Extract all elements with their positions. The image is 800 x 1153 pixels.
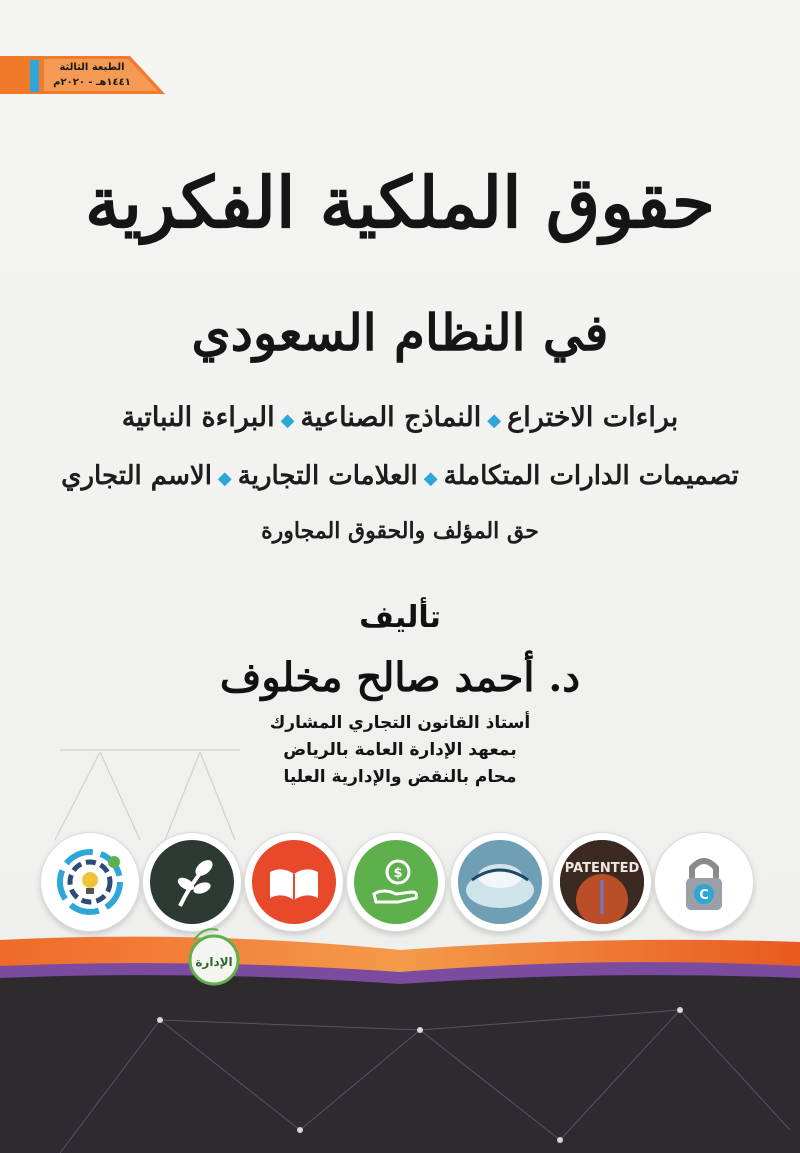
topic-circuit-designs: تصميمات الدارات المتكاملة	[443, 461, 739, 491]
topics-line-2	[0, 456, 800, 499]
patented-stamp-icon	[560, 840, 644, 924]
svg-text:$: $	[393, 866, 403, 881]
book-subtitle: في النظام السعودي	[191, 303, 609, 362]
innovation-gears-icon	[48, 840, 132, 924]
money-hand-icon	[354, 840, 438, 924]
icon-row	[0, 820, 800, 940]
topics-line-1	[0, 398, 800, 441]
edition-label: الطبعة الثالثة	[59, 62, 125, 73]
edition-text	[46, 60, 138, 90]
credential-line-3: محام بالنقض والإدارية العليا	[283, 767, 517, 787]
bullet-icon: ◆	[280, 410, 295, 431]
brain-technology-icon	[458, 840, 542, 924]
credential-line-1: أستاذ القانون التجاري المشارك	[269, 713, 531, 733]
edition-date: ١٤٤١هـ - ٢٠٢٠م	[53, 77, 131, 88]
copyright-padlock-icon	[662, 840, 746, 924]
open-book-icon	[252, 840, 336, 924]
publisher-logo-text: الإدارة	[195, 955, 233, 969]
topic-trademarks: العلامات التجارية	[237, 461, 418, 491]
svg-text:C: C	[699, 888, 709, 903]
edition-ribbon	[0, 56, 165, 96]
author-name: د. أحمد صالح مخلوف	[219, 654, 581, 701]
credential-line-2: بمعهد الإدارة العامة بالرياض	[283, 740, 517, 760]
bullet-icon: ◆	[217, 468, 232, 489]
plant-leaf-icon	[150, 840, 234, 924]
topic-trade-name: الاسم التجاري	[61, 461, 212, 491]
topic-industrial-models: النماذج الصناعية	[300, 402, 482, 433]
bottom-band	[0, 930, 800, 1153]
topic-patents: براءات الاختراع	[507, 402, 679, 433]
patented-label: PATENTED	[564, 861, 640, 876]
bullet-icon: ◆	[423, 468, 438, 489]
book-title: حقوق الملكية الفكرية	[84, 161, 716, 244]
publisher-logo	[184, 922, 244, 990]
author-label: تأليف	[359, 600, 441, 635]
bullet-icon: ◆	[487, 410, 502, 431]
topics-line-3: حق المؤلف والحقوق المجاورة	[261, 518, 539, 544]
topic-plant-patent: البراءة النباتية	[121, 402, 275, 433]
